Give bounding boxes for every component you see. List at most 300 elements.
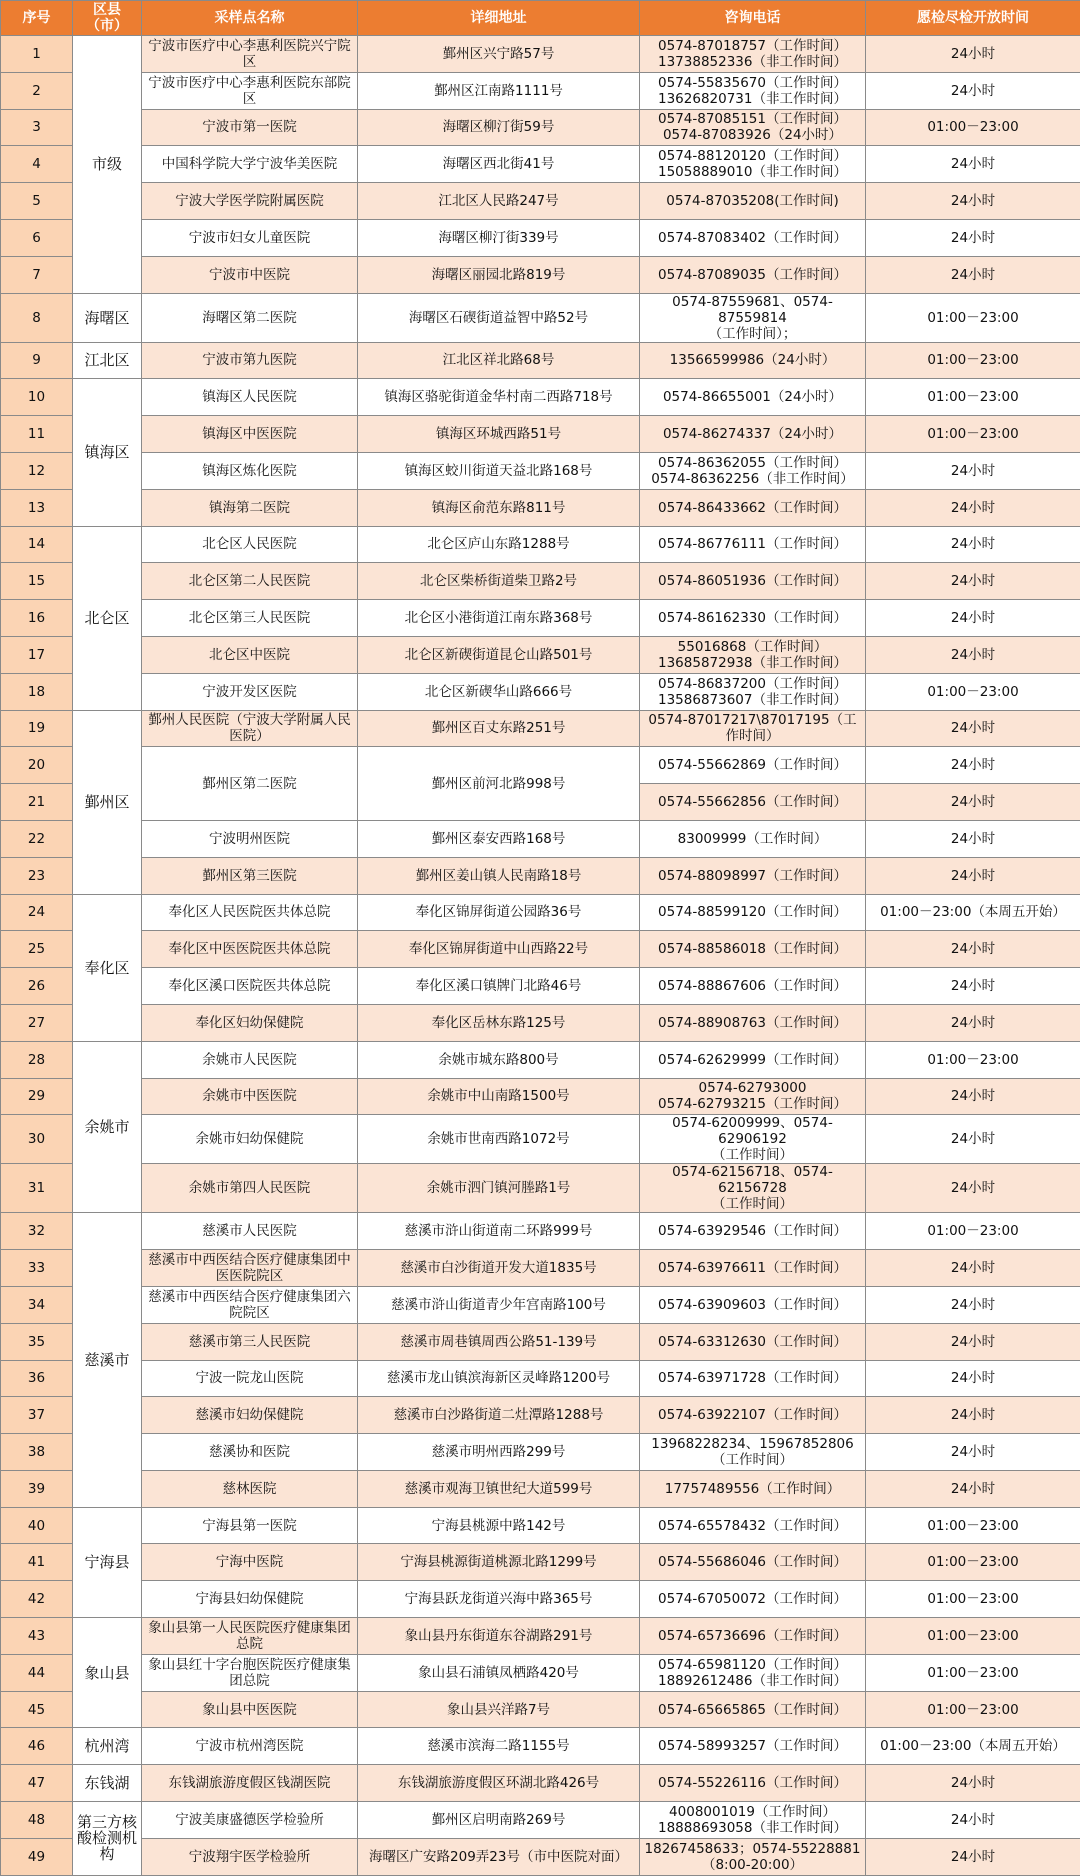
site-hours: 24小时 xyxy=(866,219,1080,256)
site-name: 宁波大学医学院附属医院 xyxy=(142,183,358,220)
site-address: 海曙区广安路209弄23号（市中医院对面） xyxy=(358,1838,640,1875)
site-address: 镇海区俞范东路811号 xyxy=(358,489,640,526)
region-cell: 奉化区 xyxy=(73,894,142,1041)
site-address: 奉化区锦屏街道公园路36号 xyxy=(358,894,640,931)
site-hours: 24小时 xyxy=(866,1078,1080,1115)
site-phone: 0574-86655001（24小时） xyxy=(640,379,866,416)
row-number: 31 xyxy=(1,1164,73,1213)
site-name: 宁波市妇女儿童医院 xyxy=(142,219,358,256)
region-cell: 江北区 xyxy=(73,342,142,379)
site-address: 慈溪市龙山镇滨海新区灵峰路1200号 xyxy=(358,1360,640,1397)
site-phone: 0574-62156718、0574-62156728 （工作时间） xyxy=(640,1164,866,1213)
table-row xyxy=(1,489,1080,526)
site-phone: 13968228234、15967852806（工作时间） xyxy=(640,1434,866,1471)
table-row xyxy=(1,256,1080,293)
row-number: 14 xyxy=(1,526,73,563)
table-row xyxy=(1,1802,1080,1839)
site-phone: 0574-63976611（工作时间） xyxy=(640,1250,866,1287)
site-name: 慈溪市人民医院 xyxy=(142,1213,358,1250)
site-address: 海曙区柳汀街59号 xyxy=(358,109,640,146)
site-name: 镇海第二医院 xyxy=(142,489,358,526)
site-name: 慈溪市第三人民医院 xyxy=(142,1323,358,1360)
site-address: 慈溪市周巷镇周西公路51-139号 xyxy=(358,1323,640,1360)
site-hours: 24小时 xyxy=(866,256,1080,293)
site-address: 慈溪市滨海二路1155号 xyxy=(358,1728,640,1765)
site-hours: 01:00－23:00 xyxy=(866,109,1080,146)
row-number: 43 xyxy=(1,1618,73,1655)
table-row xyxy=(1,342,1080,379)
site-hours: 01:00－23:00 xyxy=(866,293,1080,342)
site-name: 慈溪市中西医结合医疗健康集团六院院区 xyxy=(142,1286,358,1323)
table-row xyxy=(1,1041,1080,1078)
site-hours: 01:00－23:00 xyxy=(866,1041,1080,1078)
site-address: 江北区祥北路68号 xyxy=(358,342,640,379)
table-row xyxy=(1,1115,1080,1164)
site-phone: 0574-88908763（工作时间） xyxy=(640,1004,866,1041)
site-phone: 0574-87089035（工作时间） xyxy=(640,256,866,293)
table-row xyxy=(1,1078,1080,1115)
site-phone: 0574-87017217\87017195（工作时间） xyxy=(640,710,866,747)
site-hours: 01:00－23:00 xyxy=(866,379,1080,416)
table-row xyxy=(1,820,1080,857)
table-row xyxy=(1,673,1080,710)
site-hours: 24小时 xyxy=(866,1802,1080,1839)
site-name: 慈溪市妇幼保健院 xyxy=(142,1397,358,1434)
site-address: 慈溪市白沙街道开发大道1835号 xyxy=(358,1250,640,1287)
site-name: 余姚市中医医院 xyxy=(142,1078,358,1115)
site-name: 北仑区第二人民医院 xyxy=(142,563,358,600)
table-row xyxy=(1,183,1080,220)
site-phone: 17757489556（工作时间） xyxy=(640,1470,866,1507)
table-row xyxy=(1,600,1080,637)
row-number: 41 xyxy=(1,1544,73,1581)
row-number: 49 xyxy=(1,1838,73,1875)
site-name: 奉化区人民医院医共体总院 xyxy=(142,894,358,931)
site-phone: 0574-65981120（工作时间） 18892612486（非工作时间） xyxy=(640,1654,866,1691)
site-name: 奉化区中医医院医共体总院 xyxy=(142,931,358,968)
row-number: 9 xyxy=(1,342,73,379)
table-header-row xyxy=(1,1,1080,36)
row-number: 7 xyxy=(1,256,73,293)
header-no: 序号 xyxy=(1,1,73,36)
site-phone: 0574-86433662（工作时间） xyxy=(640,489,866,526)
site-name: 象山县中医医院 xyxy=(142,1691,358,1728)
site-phone: 0574-86162330（工作时间） xyxy=(640,600,866,637)
row-number: 4 xyxy=(1,146,73,183)
site-address: 余姚市世南西路1072号 xyxy=(358,1115,640,1164)
site-address: 北仑区新碶华山路666号 xyxy=(358,673,640,710)
row-number: 10 xyxy=(1,379,73,416)
site-name: 宁波市第一医院 xyxy=(142,109,358,146)
site-phone: 0574-63971728（工作时间） xyxy=(640,1360,866,1397)
site-hours: 01:00－23:00 xyxy=(866,1544,1080,1581)
site-address: 东钱湖旅游度假区环湖北路426号 xyxy=(358,1765,640,1802)
row-number: 47 xyxy=(1,1765,73,1802)
row-number: 18 xyxy=(1,673,73,710)
site-address: 象山县丹东街道东谷湖路291号 xyxy=(358,1618,640,1655)
row-number: 36 xyxy=(1,1360,73,1397)
site-hours: 24小时 xyxy=(866,452,1080,489)
row-number: 6 xyxy=(1,219,73,256)
site-address: 宁海县桃源街道桃源北路1299号 xyxy=(358,1544,640,1581)
table-row xyxy=(1,146,1080,183)
site-phone: 0574-62009999、0574-62906192 （工作时间） xyxy=(640,1115,866,1164)
row-number: 40 xyxy=(1,1507,73,1544)
site-name: 镇海区炼化医院 xyxy=(142,452,358,489)
site-name: 奉化区妇幼保健院 xyxy=(142,1004,358,1041)
site-address: 镇海区环城西路51号 xyxy=(358,416,640,453)
row-number: 39 xyxy=(1,1470,73,1507)
site-address: 奉化区岳林东路125号 xyxy=(358,1004,640,1041)
table-row xyxy=(1,526,1080,563)
site-hours: 01:00－23:00 xyxy=(866,673,1080,710)
row-number: 20 xyxy=(1,747,73,784)
site-hours: 24小时 xyxy=(866,1115,1080,1164)
site-phone: 0574-87085151（工作时间） 0574-87083926（24小时） xyxy=(640,109,866,146)
site-phone: 0574-65736696（工作时间） xyxy=(640,1618,866,1655)
site-name: 余姚市人民医院 xyxy=(142,1041,358,1078)
site-address: 奉化区溪口镇牌门北路46号 xyxy=(358,968,640,1005)
site-address: 江北区人民路247号 xyxy=(358,183,640,220)
site-phone: 0574-62793000 0574-62793215（工作时间） xyxy=(640,1078,866,1115)
row-number: 35 xyxy=(1,1323,73,1360)
site-address: 北仑区新碶街道昆仑山路501号 xyxy=(358,636,640,673)
site-phone: 0574-63909603（工作时间） xyxy=(640,1286,866,1323)
row-number: 16 xyxy=(1,600,73,637)
table-row xyxy=(1,968,1080,1005)
row-number: 12 xyxy=(1,452,73,489)
site-name: 慈林医院 xyxy=(142,1470,358,1507)
site-address: 慈溪市观海卫镇世纪大道599号 xyxy=(358,1470,640,1507)
row-number: 32 xyxy=(1,1213,73,1250)
site-name: 北仑区第三人民医院 xyxy=(142,600,358,637)
table-row xyxy=(1,1164,1080,1213)
site-address: 慈溪市白沙路街道二灶潭路1288号 xyxy=(358,1397,640,1434)
site-hours: 24小时 xyxy=(866,1397,1080,1434)
row-number: 44 xyxy=(1,1654,73,1691)
site-address: 象山县石浦镇凤栖路420号 xyxy=(358,1654,640,1691)
table-row xyxy=(1,379,1080,416)
table-row xyxy=(1,1544,1080,1581)
table-row xyxy=(1,747,1080,784)
region-cell: 东钱湖 xyxy=(73,1765,142,1802)
site-address: 北仑区柴桥街道柴卫路2号 xyxy=(358,563,640,600)
site-phone: 0574-87018757（工作时间） 13738852336（非工作时间） xyxy=(640,36,866,73)
table-row xyxy=(1,72,1080,109)
row-number: 2 xyxy=(1,72,73,109)
site-address: 海曙区石碶街道益智中路52号 xyxy=(358,293,640,342)
site-name: 宁海县妇幼保健院 xyxy=(142,1581,358,1618)
site-phone: 0574-55226116（工作时间） xyxy=(640,1765,866,1802)
row-number: 23 xyxy=(1,857,73,894)
site-name: 镇海区中医医院 xyxy=(142,416,358,453)
site-phone: 0574-55662869（工作时间） xyxy=(640,747,866,784)
site-hours: 24小时 xyxy=(866,146,1080,183)
site-name: 宁波明州医院 xyxy=(142,820,358,857)
table-row xyxy=(1,1728,1080,1765)
site-address: 余姚市泗门镇河塍路1号 xyxy=(358,1164,640,1213)
table-row xyxy=(1,1618,1080,1655)
region-cell: 象山县 xyxy=(73,1618,142,1728)
site-address: 北仑区庐山东路1288号 xyxy=(358,526,640,563)
site-hours: 24小时 xyxy=(866,1004,1080,1041)
site-name: 慈溪协和医院 xyxy=(142,1434,358,1471)
site-name: 鄞州区第二医院 xyxy=(142,747,358,821)
site-phone: 0574-88586018（工作时间） xyxy=(640,931,866,968)
row-number: 42 xyxy=(1,1581,73,1618)
table-row xyxy=(1,1397,1080,1434)
site-hours: 01:00－23:00 xyxy=(866,1507,1080,1544)
region-cell: 鄞州区 xyxy=(73,710,142,894)
table-row xyxy=(1,710,1080,747)
site-name: 宁波翔宇医学检验所 xyxy=(142,1838,358,1875)
site-hours: 24小时 xyxy=(866,968,1080,1005)
row-number: 34 xyxy=(1,1286,73,1323)
table-row xyxy=(1,1323,1080,1360)
table-row xyxy=(1,219,1080,256)
site-address: 镇海区蛟川街道天益北路168号 xyxy=(358,452,640,489)
row-number: 8 xyxy=(1,293,73,342)
site-hours: 24小时 xyxy=(866,489,1080,526)
site-hours: 01:00－23:00 xyxy=(866,1654,1080,1691)
table-row xyxy=(1,1004,1080,1041)
region-cell: 余姚市 xyxy=(73,1041,142,1213)
site-phone: 0574-86274337（24小时） xyxy=(640,416,866,453)
table-row xyxy=(1,1286,1080,1323)
site-address: 余姚市城东路800号 xyxy=(358,1041,640,1078)
site-name: 慈溪市中西医结合医疗健康集团中医医院院区 xyxy=(142,1250,358,1287)
site-hours: 24小时 xyxy=(866,526,1080,563)
site-name: 象山县红十字台胞医院医疗健康集团总院 xyxy=(142,1654,358,1691)
row-number: 1 xyxy=(1,36,73,73)
site-hours: 24小时 xyxy=(866,563,1080,600)
site-name: 北仑区中医院 xyxy=(142,636,358,673)
site-phone: 55016868（工作时间） 13685872938（非工作时间） xyxy=(640,636,866,673)
site-address: 余姚市中山南路1500号 xyxy=(358,1078,640,1115)
site-address: 鄞州区启明南路269号 xyxy=(358,1802,640,1839)
table-row xyxy=(1,36,1080,73)
row-number: 24 xyxy=(1,894,73,931)
header-hours: 愿检尽检开放时间 xyxy=(866,1,1080,36)
region-cell: 第三方核酸检测机构 xyxy=(73,1802,142,1876)
site-hours: 01:00－23:00（本周五开始） xyxy=(866,1728,1080,1765)
table-row xyxy=(1,1838,1080,1875)
site-address: 鄞州区姜山镇人民南路18号 xyxy=(358,857,640,894)
table-row xyxy=(1,636,1080,673)
site-address: 宁海县桃源中路142号 xyxy=(358,1507,640,1544)
row-number: 48 xyxy=(1,1802,73,1839)
table-row xyxy=(1,1250,1080,1287)
region-cell: 镇海区 xyxy=(73,379,142,526)
site-hours: 24小时 xyxy=(866,1250,1080,1287)
site-hours: 24小时 xyxy=(866,600,1080,637)
site-hours: 24小时 xyxy=(866,1434,1080,1471)
site-address: 鄞州区前河北路998号 xyxy=(358,747,640,821)
row-number: 15 xyxy=(1,563,73,600)
site-address: 海曙区柳汀街339号 xyxy=(358,219,640,256)
row-number: 25 xyxy=(1,931,73,968)
site-hours: 24小时 xyxy=(866,1164,1080,1213)
site-phone: 0574-63312630（工作时间） xyxy=(640,1323,866,1360)
site-hours: 24小时 xyxy=(866,747,1080,784)
site-phone: 0574-65665865（工作时间） xyxy=(640,1691,866,1728)
site-hours: 24小时 xyxy=(866,1765,1080,1802)
site-address: 鄞州区百丈东路251号 xyxy=(358,710,640,747)
site-hours: 24小时 xyxy=(866,72,1080,109)
site-address: 慈溪市浒山街道青少年宫南路100号 xyxy=(358,1286,640,1323)
site-name: 北仑区人民医院 xyxy=(142,526,358,563)
site-hours: 01:00－23:00 xyxy=(866,1581,1080,1618)
row-number: 46 xyxy=(1,1728,73,1765)
site-name: 鄞州区第三医院 xyxy=(142,857,358,894)
site-name: 宁海中医院 xyxy=(142,1544,358,1581)
site-hours: 24小时 xyxy=(866,1286,1080,1323)
region-cell: 市级 xyxy=(73,36,142,294)
row-number: 29 xyxy=(1,1078,73,1115)
row-number: 30 xyxy=(1,1115,73,1164)
site-name: 余姚市妇幼保健院 xyxy=(142,1115,358,1164)
region-cell: 海曙区 xyxy=(73,293,142,342)
table-row xyxy=(1,1765,1080,1802)
site-name: 象山县第一人民医院医疗健康集团总院 xyxy=(142,1618,358,1655)
row-number: 33 xyxy=(1,1250,73,1287)
site-phone: 0574-55686046（工作时间） xyxy=(640,1544,866,1581)
site-hours: 24小时 xyxy=(866,1360,1080,1397)
site-hours: 24小时 xyxy=(866,1838,1080,1875)
site-address: 象山县兴洋路7号 xyxy=(358,1691,640,1728)
header-address: 详细地址 xyxy=(358,1,640,36)
row-number: 17 xyxy=(1,636,73,673)
site-phone: 0574-87559681、0574-87559814 （工作时间）； xyxy=(640,293,866,342)
site-name: 宁波市医疗中心李惠利医院兴宁院区 xyxy=(142,36,358,73)
region-cell: 杭州湾 xyxy=(73,1728,142,1765)
row-number: 37 xyxy=(1,1397,73,1434)
site-hours: 01:00－23:00 xyxy=(866,1691,1080,1728)
site-phone: 4008001019（工作时间） 18888693058（非工作时间） xyxy=(640,1802,866,1839)
site-phone: 0574-63922107（工作时间） xyxy=(640,1397,866,1434)
site-hours: 24小时 xyxy=(866,1323,1080,1360)
site-name: 宁波市杭州湾医院 xyxy=(142,1728,358,1765)
table-row xyxy=(1,931,1080,968)
site-phone: 0574-55835670（工作时间） 13626820731（非工作时间） xyxy=(640,72,866,109)
table-row xyxy=(1,1213,1080,1250)
site-phone: 0574-88599120（工作时间） xyxy=(640,894,866,931)
site-name: 宁波市第九医院 xyxy=(142,342,358,379)
table-row xyxy=(1,1691,1080,1728)
row-number: 5 xyxy=(1,183,73,220)
site-hours: 01:00－23:00（本周五开始） xyxy=(866,894,1080,931)
site-name: 奉化区溪口医院医共体总院 xyxy=(142,968,358,1005)
site-phone: 0574-62629999（工作时间） xyxy=(640,1041,866,1078)
site-hours: 24小时 xyxy=(866,183,1080,220)
site-phone: 0574-86776111（工作时间） xyxy=(640,526,866,563)
site-address: 鄞州区兴宁路57号 xyxy=(358,36,640,73)
table-row xyxy=(1,1507,1080,1544)
site-address: 慈溪市浒山街道南二环路999号 xyxy=(358,1213,640,1250)
site-phone: 18267458633；0574-55228881 （8:00-20:00） xyxy=(640,1838,866,1875)
site-phone: 0574-58993257（工作时间） xyxy=(640,1728,866,1765)
table-row xyxy=(1,416,1080,453)
site-name: 宁波一院龙山医院 xyxy=(142,1360,358,1397)
row-number: 19 xyxy=(1,710,73,747)
site-hours: 24小时 xyxy=(866,1470,1080,1507)
site-hours: 01:00－23:00 xyxy=(866,1618,1080,1655)
site-phone: 0574-55662856（工作时间） xyxy=(640,784,866,821)
site-address: 鄞州区江南路1111号 xyxy=(358,72,640,109)
table-row xyxy=(1,452,1080,489)
table-row xyxy=(1,894,1080,931)
site-phone: 0574-88098997（工作时间） xyxy=(640,857,866,894)
site-name: 宁波市中医院 xyxy=(142,256,358,293)
site-phone: 0574-65578432（工作时间） xyxy=(640,1507,866,1544)
header-phone: 咨询电话 xyxy=(640,1,866,36)
site-phone: 0574-67050072（工作时间） xyxy=(640,1581,866,1618)
site-hours: 24小时 xyxy=(866,710,1080,747)
table-row xyxy=(1,857,1080,894)
site-address: 鄞州区泰安西路168号 xyxy=(358,820,640,857)
row-number: 38 xyxy=(1,1434,73,1471)
site-phone: 0574-87035208(工作时间) xyxy=(640,183,866,220)
site-phone: 0574-88120120（工作时间） 15058889010（非工作时间） xyxy=(640,146,866,183)
site-phone: 0574-86837200（工作时间） 13586873607（非工作时间） xyxy=(640,673,866,710)
site-phone: 13566599986（24小时） xyxy=(640,342,866,379)
region-cell: 慈溪市 xyxy=(73,1213,142,1507)
site-phone: 83009999（工作时间） xyxy=(640,820,866,857)
site-name: 鄞州人民医院（宁波大学附属人民医院） xyxy=(142,710,358,747)
table-row xyxy=(1,293,1080,342)
site-hours: 24小时 xyxy=(866,36,1080,73)
row-number: 27 xyxy=(1,1004,73,1041)
site-name: 海曙区第二医院 xyxy=(142,293,358,342)
row-number: 22 xyxy=(1,820,73,857)
row-number: 21 xyxy=(1,784,73,821)
site-hours: 24小时 xyxy=(866,820,1080,857)
site-name: 东钱湖旅游度假区钱湖医院 xyxy=(142,1765,358,1802)
site-hours: 01:00－23:00 xyxy=(866,1213,1080,1250)
row-number: 3 xyxy=(1,109,73,146)
region-cell: 北仑区 xyxy=(73,526,142,710)
table-row xyxy=(1,1434,1080,1471)
site-phone: 0574-86051936（工作时间） xyxy=(640,563,866,600)
row-number: 13 xyxy=(1,489,73,526)
site-address: 慈溪市明州西路299号 xyxy=(358,1434,640,1471)
site-name: 宁波市医疗中心李惠利医院东部院区 xyxy=(142,72,358,109)
site-phone: 0574-87083402（工作时间） xyxy=(640,219,866,256)
site-name: 宁海县第一医院 xyxy=(142,1507,358,1544)
table-row xyxy=(1,1581,1080,1618)
header-region: 区县 （市） xyxy=(73,1,142,36)
site-name: 余姚市第四人民医院 xyxy=(142,1164,358,1213)
site-hours: 01:00－23:00 xyxy=(866,342,1080,379)
site-name: 宁波开发区医院 xyxy=(142,673,358,710)
site-address: 镇海区骆驼街道金华村南二西路718号 xyxy=(358,379,640,416)
site-phone: 0574-63929546（工作时间） xyxy=(640,1213,866,1250)
site-name: 中国科学院大学宁波华美医院 xyxy=(142,146,358,183)
site-phone: 0574-86362055（工作时间） 0574-86362256（非工作时间） xyxy=(640,452,866,489)
site-address: 北仑区小港街道江南东路368号 xyxy=(358,600,640,637)
row-number: 28 xyxy=(1,1041,73,1078)
table-row xyxy=(1,1654,1080,1691)
site-hours: 01:00－23:00 xyxy=(866,416,1080,453)
row-number: 26 xyxy=(1,968,73,1005)
table-row xyxy=(1,1470,1080,1507)
table-row xyxy=(1,563,1080,600)
region-cell: 宁海县 xyxy=(73,1507,142,1617)
site-hours: 24小时 xyxy=(866,931,1080,968)
site-address: 海曙区丽园北路819号 xyxy=(358,256,640,293)
site-address: 海曙区西北街41号 xyxy=(358,146,640,183)
table-body xyxy=(1,36,1080,1876)
